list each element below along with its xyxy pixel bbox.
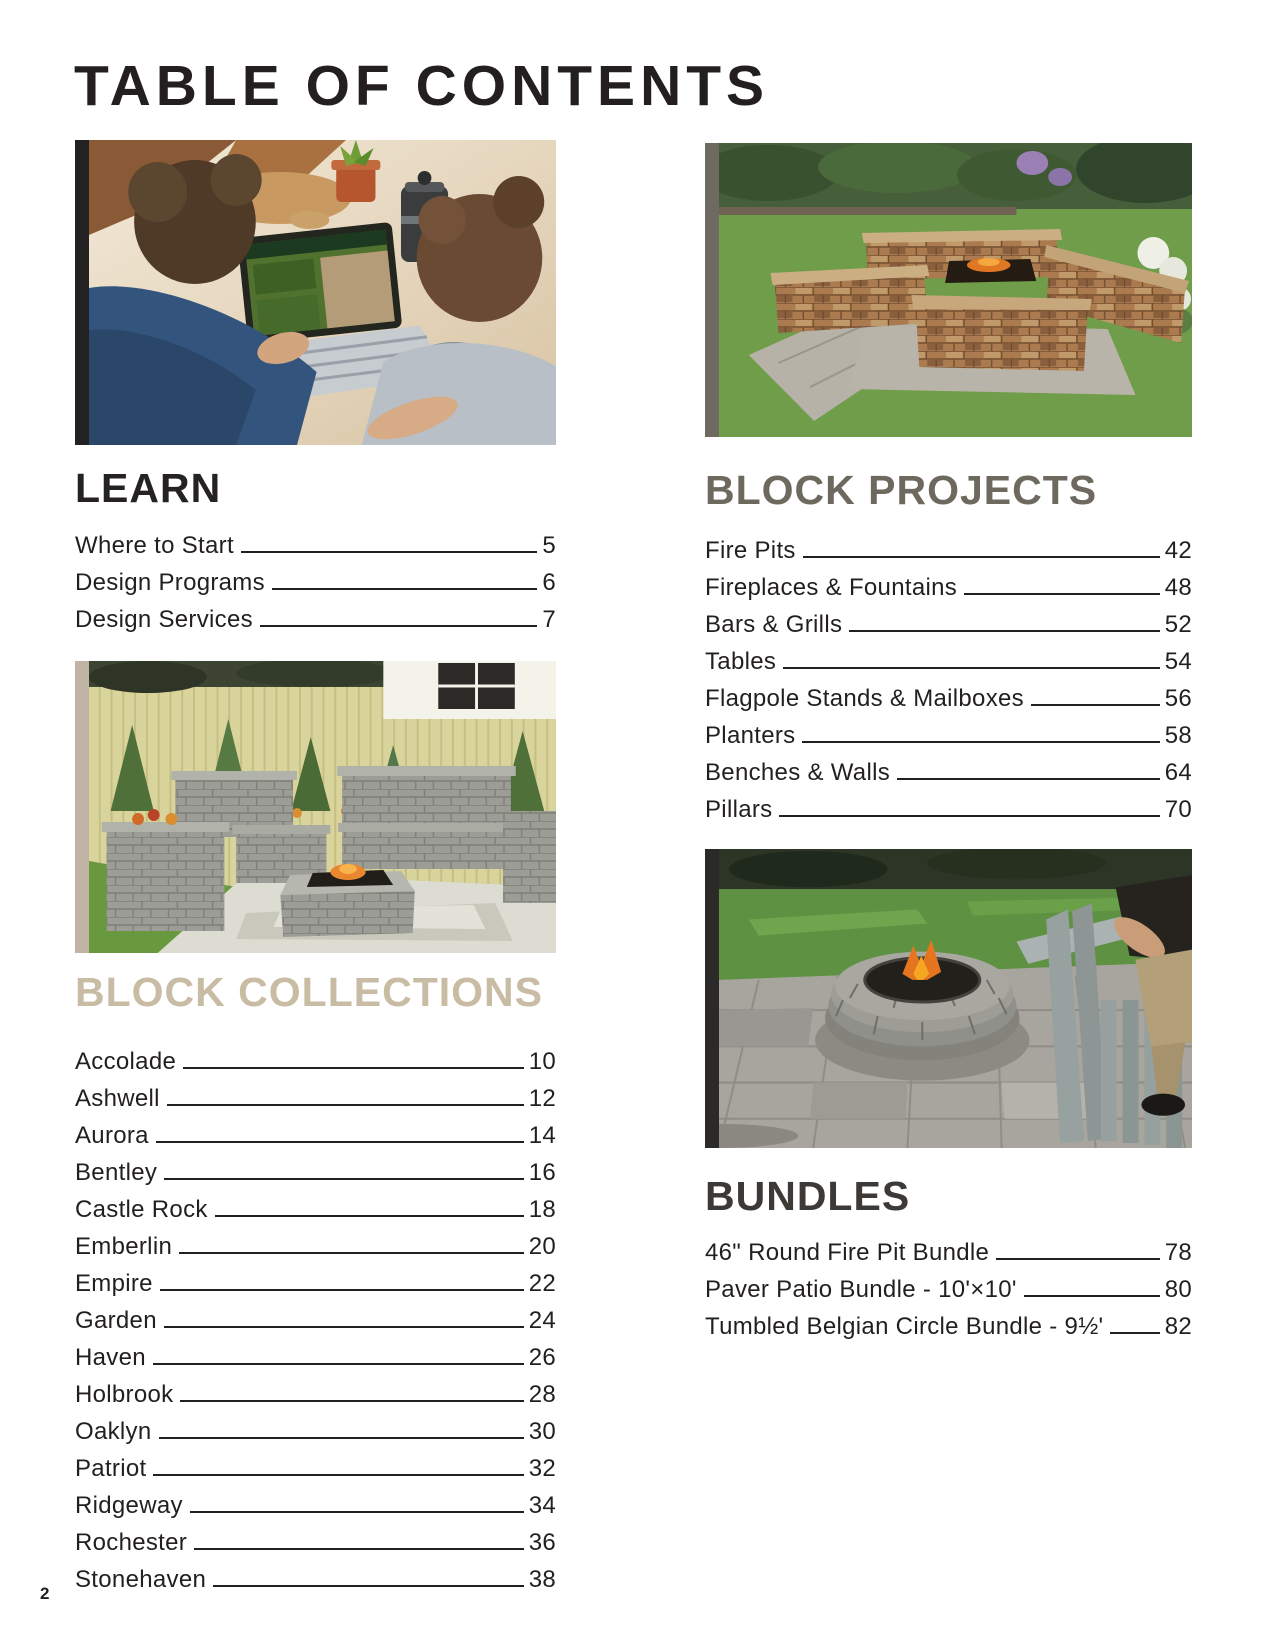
toc-item-label: Tables: [705, 648, 777, 676]
leader-line: [160, 1289, 524, 1291]
toc-item-page: 54: [1164, 648, 1192, 676]
toc-item[interactable]: [75, 1409, 556, 1446]
toc-item[interactable]: [705, 639, 1192, 676]
toc-item-label: Haven: [75, 1344, 146, 1372]
toc-item-label: Oaklyn: [75, 1418, 152, 1446]
photo-accent-bar: [705, 849, 719, 1148]
toc-item-label: Aurora: [75, 1122, 149, 1150]
toc-item[interactable]: [75, 523, 556, 560]
toc-item-label: Ridgeway: [75, 1492, 183, 1520]
toc-item-page: 82: [1164, 1313, 1192, 1341]
toc-item-page: 42: [1164, 537, 1192, 565]
toc-item-label: Bentley: [75, 1159, 158, 1187]
toc-item-page: 10: [528, 1048, 556, 1076]
toc-item[interactable]: [75, 560, 556, 597]
toc-item[interactable]: [75, 1335, 556, 1372]
toc-item-page: 48: [1164, 574, 1192, 602]
toc-item[interactable]: [705, 713, 1192, 750]
toc-item-page: 34: [528, 1492, 556, 1520]
toc-item-label: 46" Round Fire Pit Bundle: [705, 1239, 990, 1267]
leader-line: [213, 1585, 524, 1587]
toc-item-label: Ashwell: [75, 1085, 160, 1113]
photo-learn: [75, 140, 556, 445]
toc-item-page: 22: [528, 1270, 556, 1298]
toc-item-page: 7: [542, 606, 556, 634]
folio-page-number: 2: [40, 1584, 50, 1603]
toc-item-page: 20: [528, 1233, 556, 1261]
page-title: TABLE OF CONTENTS: [74, 54, 770, 118]
leader-line: [802, 741, 1159, 743]
learn-list: [75, 523, 556, 634]
toc-item-label: Pillars: [705, 796, 773, 824]
leader-line: [179, 1252, 524, 1254]
leader-line: [260, 625, 537, 627]
toc-item-label: Emberlin: [75, 1233, 173, 1261]
toc-item-page: 36: [528, 1529, 556, 1557]
photo-accent-bar: [705, 143, 719, 437]
toc-item[interactable]: [75, 1187, 556, 1224]
leader-line: [159, 1437, 524, 1439]
toc-item-page: 24: [528, 1307, 556, 1335]
toc-item[interactable]: [75, 597, 556, 634]
leader-line: [897, 778, 1160, 780]
toc-item-page: 78: [1164, 1239, 1192, 1267]
toc-item-page: 56: [1164, 685, 1192, 713]
toc-item[interactable]: [75, 1113, 556, 1150]
toc-item[interactable]: [705, 528, 1192, 565]
leader-line: [779, 815, 1159, 817]
toc-item[interactable]: [75, 1150, 556, 1187]
photo-accent-bar: [75, 661, 89, 953]
heading-bundles: BUNDLES: [705, 1173, 911, 1220]
toc-item[interactable]: [75, 1520, 556, 1557]
photo-accent-bar: [75, 140, 89, 445]
leader-line: [156, 1141, 524, 1143]
toc-item[interactable]: [705, 787, 1192, 824]
toc-item[interactable]: [75, 1298, 556, 1335]
leader-line: [1031, 704, 1160, 706]
toc-item[interactable]: [75, 1039, 556, 1076]
toc-item-label: Where to Start: [75, 532, 234, 560]
toc-item-label: Planters: [705, 722, 796, 750]
toc-item-label: Castle Rock: [75, 1196, 208, 1224]
photo-bundles: [705, 849, 1192, 1148]
toc-item-label: Tumbled Belgian Circle Bundle - 9½': [705, 1313, 1104, 1341]
photo-block-projects-image: [719, 143, 1192, 437]
leader-line: [996, 1258, 1160, 1260]
leader-line: [964, 593, 1160, 595]
leader-line: [803, 556, 1160, 558]
toc-item[interactable]: [705, 1230, 1192, 1267]
toc-item[interactable]: [705, 750, 1192, 787]
toc-item-page: 52: [1164, 611, 1192, 639]
toc-item-page: 30: [528, 1418, 556, 1446]
leader-line: [167, 1104, 524, 1106]
heading-block-projects: BLOCK PROJECTS: [705, 467, 1098, 513]
toc-item-label: Benches & Walls: [705, 759, 891, 787]
left-column: [75, 0, 556, 1594]
leader-line: [180, 1400, 523, 1402]
toc-item-label: Accolade: [75, 1048, 177, 1076]
toc-item-page: 58: [1164, 722, 1192, 750]
leader-line: [215, 1215, 524, 1217]
block-projects-list: [705, 528, 1192, 824]
toc-item-label: Design Services: [75, 606, 253, 634]
leader-line: [164, 1178, 524, 1180]
toc-item-label: Empire: [75, 1270, 153, 1298]
toc-item[interactable]: [75, 1372, 556, 1409]
toc-item[interactable]: [75, 1446, 556, 1483]
toc-item-page: 26: [528, 1344, 556, 1372]
toc-item-page: 28: [528, 1381, 556, 1409]
toc-item-label: Garden: [75, 1307, 157, 1335]
toc-item[interactable]: [705, 565, 1192, 602]
toc-item-label: Design Programs: [75, 569, 265, 597]
toc-item[interactable]: [75, 1483, 556, 1520]
toc-item-page: 5: [542, 532, 556, 560]
toc-item-page: 70: [1164, 796, 1192, 824]
photo-learn-image: [89, 140, 556, 445]
toc-item[interactable]: [75, 1261, 556, 1298]
heading-block-collections: BLOCK COLLECTIONS: [75, 969, 543, 1016]
leader-line: [1024, 1295, 1160, 1297]
leader-line: [194, 1548, 524, 1550]
photo-collections-image: [89, 661, 556, 953]
heading-learn: LEARN: [75, 465, 222, 511]
toc-item-label: Patriot: [75, 1455, 147, 1483]
toc-item-page: 16: [528, 1159, 556, 1187]
leader-line: [1110, 1332, 1159, 1334]
leader-line: [272, 588, 537, 590]
toc-item[interactable]: [75, 1076, 556, 1113]
toc-item[interactable]: [75, 1557, 556, 1594]
photo-bundles-image: [719, 849, 1192, 1148]
toc-item-page: 14: [528, 1122, 556, 1150]
leader-line: [164, 1326, 524, 1328]
block-collections-list: [75, 1039, 556, 1594]
bundles-list: [705, 1230, 1192, 1341]
leader-line: [849, 630, 1159, 632]
leader-line: [153, 1363, 524, 1365]
toc-item-page: 18: [528, 1196, 556, 1224]
toc-item[interactable]: [75, 1224, 556, 1261]
right-column: [705, 0, 1192, 1341]
toc-item-page: 80: [1164, 1276, 1192, 1304]
toc-item[interactable]: [705, 602, 1192, 639]
photo-collections: [75, 661, 556, 953]
toc-item-page: 38: [528, 1566, 556, 1594]
toc-item[interactable]: [705, 1267, 1192, 1304]
toc-item-page: 12: [528, 1085, 556, 1113]
leader-line: [190, 1511, 524, 1513]
leader-line: [153, 1474, 523, 1476]
toc-item-page: 64: [1164, 759, 1192, 787]
leader-line: [783, 667, 1160, 669]
toc-item-label: Paver Patio Bundle - 10'×10': [705, 1276, 1017, 1304]
leader-line: [241, 551, 537, 553]
toc-item-label: Fireplaces & Fountains: [705, 574, 958, 602]
toc-item-label: Holbrook: [75, 1381, 174, 1409]
toc-item[interactable]: [705, 676, 1192, 713]
toc-item-page: 6: [542, 569, 556, 597]
toc-item-page: 32: [528, 1455, 556, 1483]
toc-item-label: Bars & Grills: [705, 611, 843, 639]
toc-item-label: Stonehaven: [75, 1566, 207, 1594]
photo-block-projects: [705, 143, 1192, 437]
toc-item[interactable]: [705, 1304, 1192, 1341]
toc-item-label: Rochester: [75, 1529, 188, 1557]
leader-line: [183, 1067, 524, 1069]
toc-item-label: Flagpole Stands & Mailboxes: [705, 685, 1024, 713]
toc-item-label: Fire Pits: [705, 537, 796, 565]
